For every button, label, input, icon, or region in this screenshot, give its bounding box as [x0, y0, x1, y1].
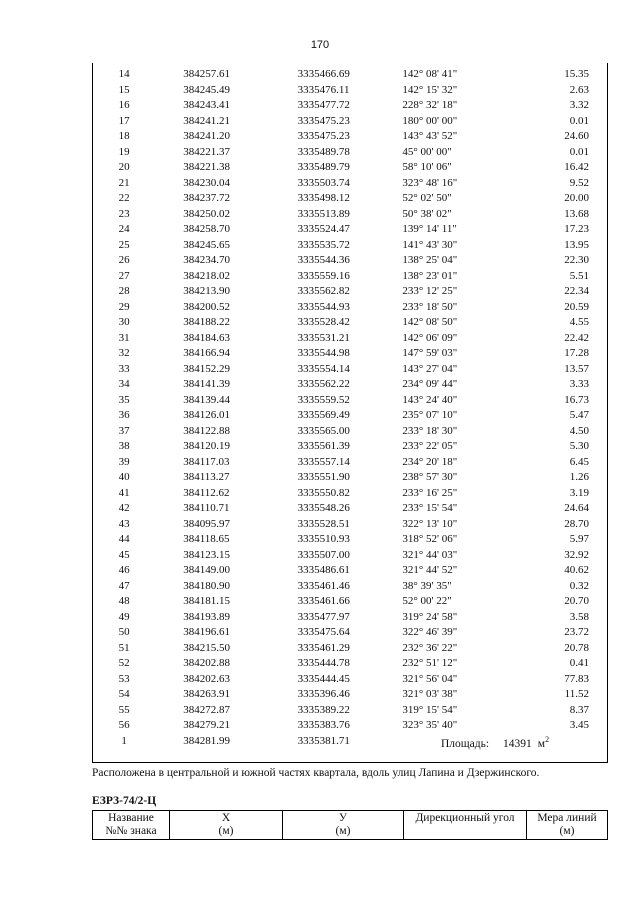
y-coordinate: 3335475.64 [297, 626, 350, 638]
bearing-angle: 143° 27' 04" [402, 362, 458, 375]
line-length: 23.72 [564, 626, 589, 638]
x-coordinate: 384202.88 [183, 657, 230, 669]
line-length: 0.32 [569, 579, 589, 592]
y-coordinate: 3335461.29 [297, 641, 350, 654]
y-coordinate: 3335544.36 [297, 254, 350, 266]
x-coordinate: 384245.65 [183, 238, 230, 251]
point-number: 27 [118, 269, 130, 282]
line-length: 2.63 [569, 83, 589, 96]
point-number: 24 [118, 223, 130, 235]
point-number: 48 [118, 595, 130, 607]
area-unit: м [537, 737, 546, 750]
area-line [441, 735, 549, 750]
point-number: 50 [118, 626, 130, 638]
point-number: 35 [118, 393, 130, 406]
table-row [93, 238, 607, 254]
point-number: 51 [118, 641, 130, 654]
x-coordinate: 384281.99 [183, 734, 230, 747]
x-coordinate: 384152.29 [183, 362, 230, 375]
table-row [93, 176, 607, 192]
y-coordinate: 3335489.78 [297, 145, 350, 158]
y-coordinate: 3335466.69 [297, 68, 350, 80]
header-cell-x: Х (м) [170, 811, 283, 840]
line-length: 24.64 [564, 502, 589, 514]
y-coordinate: 3335528.42 [297, 316, 350, 328]
line-length: 22.34 [564, 285, 589, 297]
location-text: Расположена в центральной и южной частях квартала, вдоль улиц Лапина и Дзержинского. [92, 767, 540, 779]
y-coordinate: 3335550.82 [297, 486, 350, 499]
coordinates-frame [92, 63, 608, 763]
x-coordinate: 384272.87 [183, 703, 230, 716]
table-row [93, 346, 607, 362]
table-row [93, 532, 607, 548]
y-coordinate: 3335548.26 [297, 502, 350, 514]
table-row [93, 377, 607, 393]
bearing-angle: 52° 02' 50" [402, 192, 452, 204]
bearing-angle: 233° 16' 25" [402, 486, 458, 499]
line-length: 13.68 [564, 207, 589, 220]
line-length: 20.59 [564, 300, 589, 313]
bearing-angle: 233° 12' 25" [402, 285, 458, 297]
x-coordinate: 384188.22 [183, 316, 230, 328]
table-row [93, 114, 607, 130]
x-coordinate: 384196.61 [183, 626, 230, 638]
bearing-angle: 323° 48' 16" [402, 176, 458, 189]
y-coordinate: 3335562.82 [297, 285, 350, 297]
point-number: 29 [118, 300, 130, 313]
point-number: 32 [118, 347, 130, 359]
line-length: 3.45 [569, 719, 589, 731]
y-coordinate: 3335475.23 [297, 130, 350, 142]
x-coordinate: 384141.39 [183, 378, 230, 390]
line-length: 13.95 [564, 238, 589, 251]
table-row [93, 408, 607, 424]
table-row [93, 98, 607, 114]
bearing-angle: 52° 00' 22" [402, 595, 452, 607]
x-coordinate: 384117.03 [183, 455, 230, 468]
point-number: 45 [118, 548, 130, 561]
table-row [93, 67, 607, 83]
point-number: 47 [118, 579, 130, 592]
line-length: 1.26 [569, 471, 589, 483]
point-number: 30 [118, 316, 130, 328]
bearing-angle: 322° 13' 10" [402, 517, 458, 530]
line-length: 28.70 [564, 517, 589, 530]
x-coordinate: 384263.91 [183, 688, 230, 700]
bearing-angle: 321° 44' 03" [402, 548, 458, 561]
y-coordinate: 3335476.11 [297, 83, 350, 96]
bearing-angle: 233° 18' 50" [402, 300, 458, 313]
bearing-angle: 232° 51' 12" [402, 657, 458, 669]
bearing-angle: 228° 32' 18" [402, 99, 458, 111]
y-coordinate: 3335444.45 [297, 672, 350, 685]
bearing-angle: 233° 15' 54" [402, 502, 458, 514]
bearing-angle: 321° 03' 38" [402, 688, 458, 700]
line-length: 15.35 [564, 68, 589, 80]
y-coordinate: 3335551.90 [297, 471, 350, 483]
section-title: ЕЗРЗ-74/2-Ц [92, 795, 157, 807]
x-coordinate: 384184.63 [183, 331, 230, 344]
x-coordinate: 384237.72 [183, 192, 230, 204]
line-length: 20.78 [564, 641, 589, 654]
line-length: 5.97 [569, 533, 589, 545]
y-coordinate: 3335396.46 [297, 688, 350, 700]
x-coordinate: 384241.21 [183, 114, 230, 127]
table-row [93, 191, 607, 207]
x-coordinate: 384221.38 [183, 161, 230, 173]
y-coordinate: 3335559.52 [297, 393, 350, 406]
x-coordinate: 384113.27 [183, 471, 230, 483]
bearing-angle: 142° 08' 50" [402, 316, 458, 328]
y-coordinate: 3335557.14 [297, 455, 350, 468]
bearing-angle: 319° 24' 58" [402, 610, 458, 623]
y-coordinate: 3335477.97 [297, 610, 350, 623]
header-cell-name: Название №№ знака [93, 811, 170, 840]
x-coordinate: 384181.15 [183, 595, 230, 607]
x-coordinate: 384279.21 [183, 719, 230, 731]
line-length: 0.01 [569, 145, 589, 158]
y-coordinate: 3335528.51 [297, 517, 350, 530]
point-number: 26 [118, 254, 130, 266]
table-row [93, 129, 607, 145]
line-length: 3.19 [569, 486, 589, 499]
area-value: 14391 [503, 737, 532, 750]
point-number: 56 [118, 719, 130, 731]
point-number: 28 [118, 285, 130, 297]
bearing-angle: 147° 59' 03" [402, 347, 458, 359]
point-number: 52 [118, 657, 130, 669]
area-unit-power: 2 [545, 735, 550, 744]
next-table-header [92, 810, 608, 840]
bearing-angle: 321° 44' 52" [402, 564, 458, 576]
point-number: 15 [118, 83, 130, 96]
line-length: 4.55 [569, 316, 589, 328]
x-coordinate: 384234.70 [183, 254, 230, 266]
line-length: 6.45 [569, 455, 589, 468]
point-number: 54 [118, 688, 130, 700]
point-number: 40 [118, 471, 130, 483]
x-coordinate: 384221.37 [183, 145, 230, 158]
bearing-angle: 50° 38' 02" [402, 207, 452, 220]
bearing-angle: 235° 07' 10" [402, 409, 458, 421]
table-row [93, 222, 607, 238]
point-number: 23 [118, 207, 130, 220]
x-coordinate: 384258.70 [183, 223, 230, 235]
point-number: 34 [118, 378, 130, 390]
line-length: 22.42 [564, 331, 589, 344]
line-length: 17.23 [564, 223, 589, 235]
bearing-angle: 319° 15' 54" [402, 703, 458, 716]
table-row [93, 703, 607, 719]
x-coordinate: 384213.90 [183, 285, 230, 297]
table-row [93, 331, 607, 347]
y-coordinate: 3335389.22 [297, 703, 350, 716]
x-coordinate: 384250.02 [183, 207, 230, 220]
y-coordinate: 3335475.23 [297, 114, 350, 127]
line-length: 8.37 [569, 703, 589, 716]
area-label: Площадь: [441, 737, 490, 750]
bearing-angle: 45° 00' 00" [402, 145, 452, 158]
x-coordinate: 384257.61 [183, 68, 230, 80]
y-coordinate: 3335486.61 [297, 564, 350, 576]
x-coordinate: 384202.63 [183, 672, 230, 685]
bearing-angle: 234° 20' 18" [402, 455, 458, 468]
line-length: 20.00 [564, 192, 589, 204]
point-number: 16 [118, 99, 130, 111]
line-length: 22.30 [564, 254, 589, 266]
table-row [93, 439, 607, 455]
bearing-angle: 142° 08' 41" [402, 68, 458, 80]
bearing-angle: 142° 06' 09" [402, 331, 458, 344]
point-number: 33 [118, 362, 130, 375]
line-length: 24.60 [564, 130, 589, 142]
x-coordinate: 384180.90 [183, 579, 230, 592]
header-cell-length: Мера линий (м) [527, 811, 608, 840]
x-coordinate: 384243.41 [183, 99, 230, 111]
header-cell-angle: Дирекционный угол [404, 811, 527, 840]
point-number: 36 [118, 409, 130, 421]
line-length: 20.70 [564, 595, 589, 607]
line-length: 16.42 [564, 161, 589, 173]
point-number: 55 [118, 703, 130, 716]
coordinates-table [93, 67, 607, 749]
point-number: 14 [118, 68, 130, 80]
y-coordinate: 3335569.49 [297, 409, 350, 421]
line-length: 11.52 [564, 688, 589, 700]
table-row [93, 362, 607, 378]
x-coordinate: 384112.62 [183, 486, 230, 499]
x-coordinate: 384218.02 [183, 269, 230, 282]
y-coordinate: 3335562.22 [297, 378, 350, 390]
y-coordinate: 3335513.89 [297, 207, 350, 220]
x-coordinate: 384120.19 [183, 440, 230, 452]
y-coordinate: 3335554.14 [297, 362, 350, 375]
table-row [93, 424, 607, 440]
x-coordinate: 384110.71 [183, 502, 230, 514]
x-coordinate: 384241.20 [183, 130, 230, 142]
y-coordinate: 3335461.46 [297, 579, 350, 592]
table-row [93, 253, 607, 269]
point-number: 20 [118, 161, 130, 173]
bearing-angle: 58° 10' 06" [402, 161, 452, 173]
x-coordinate: 384139.44 [183, 393, 230, 406]
table-row [93, 641, 607, 657]
table-row [93, 563, 607, 579]
point-number: 19 [118, 145, 130, 158]
x-coordinate: 384215.50 [183, 641, 230, 654]
table-row [93, 517, 607, 533]
bearing-angle: 322° 46' 39" [402, 626, 458, 638]
y-coordinate: 3335561.39 [297, 440, 350, 452]
table-row [93, 207, 607, 223]
point-number: 39 [118, 455, 130, 468]
table-row [93, 470, 607, 486]
bearing-angle: 38° 39' 35" [402, 579, 452, 592]
line-length: 17.28 [564, 347, 589, 359]
table-row [93, 393, 607, 409]
point-number: 46 [118, 564, 130, 576]
line-length: 0.41 [569, 657, 589, 669]
table-row [93, 160, 607, 176]
bearing-angle: 323° 35' 40" [402, 719, 458, 731]
bearing-angle: 143° 43' 52" [402, 130, 458, 142]
bearing-angle: 142° 15' 32" [402, 83, 458, 96]
line-length: 5.51 [569, 269, 589, 282]
y-coordinate: 3335535.72 [297, 238, 350, 251]
y-coordinate: 3335544.93 [297, 300, 350, 313]
x-coordinate: 384095.97 [183, 517, 230, 530]
x-coordinate: 384118.65 [183, 533, 230, 545]
y-coordinate: 3335489.79 [297, 161, 350, 173]
y-coordinate: 3335559.16 [297, 269, 350, 282]
table-row [93, 656, 607, 672]
table-row [93, 284, 607, 300]
line-length: 4.50 [569, 424, 589, 437]
table-row [93, 594, 607, 610]
point-number: 44 [118, 533, 130, 545]
point-number: 42 [118, 502, 130, 514]
table-row [93, 687, 607, 703]
y-coordinate: 3335383.76 [297, 719, 350, 731]
x-coordinate: 384166.94 [183, 347, 230, 359]
x-coordinate: 384149.00 [183, 564, 230, 576]
table-row [93, 718, 607, 734]
line-length: 77.83 [564, 672, 589, 685]
line-length: 32.92 [564, 548, 589, 561]
table-row [93, 672, 607, 688]
bearing-angle: 238° 57' 30" [402, 471, 458, 483]
point-number: 25 [118, 238, 130, 251]
bearing-angle: 138° 25' 04" [402, 254, 458, 266]
x-coordinate: 384122.88 [183, 424, 230, 437]
y-coordinate: 3335461.66 [297, 595, 350, 607]
x-coordinate: 384123.15 [183, 548, 230, 561]
y-coordinate: 3335565.00 [297, 424, 350, 437]
table-row [93, 548, 607, 564]
bearing-angle: 139° 14' 11" [402, 223, 457, 235]
line-length: 13.57 [564, 362, 589, 375]
table-row [93, 83, 607, 99]
point-number: 53 [118, 672, 130, 685]
y-coordinate: 3335531.21 [297, 331, 350, 344]
point-number: 17 [118, 114, 130, 127]
bearing-angle: 233° 18' 30" [402, 424, 458, 437]
point-number: 43 [118, 517, 130, 530]
point-number: 37 [118, 424, 130, 437]
y-coordinate: 3335503.74 [297, 176, 350, 189]
bearing-angle: 233° 22' 05" [402, 440, 458, 452]
y-coordinate: 3335498.12 [297, 192, 350, 204]
point-number: 49 [118, 610, 130, 623]
line-length: 9.52 [569, 176, 589, 189]
line-length: 5.47 [569, 409, 589, 421]
point-number: 31 [118, 331, 130, 344]
bearing-angle: 180° 00' 00" [402, 114, 458, 127]
line-length: 5.30 [569, 440, 589, 452]
y-coordinate: 3335444.78 [297, 657, 350, 669]
y-coordinate: 3335477.72 [297, 99, 350, 111]
x-coordinate: 384230.04 [183, 176, 230, 189]
y-coordinate: 3335544.98 [297, 347, 350, 359]
point-number: 18 [118, 130, 130, 142]
bearing-angle: 321° 56' 04" [402, 672, 458, 685]
point-number: 21 [118, 176, 130, 189]
table-row [93, 315, 607, 331]
point-number: 41 [118, 486, 130, 499]
table-row [93, 610, 607, 626]
bearing-angle: 232° 36' 22" [402, 641, 458, 654]
x-coordinate: 384200.52 [183, 300, 230, 313]
y-coordinate: 3335510.93 [297, 533, 350, 545]
table-row [93, 501, 607, 517]
y-coordinate: 3335524.47 [297, 223, 350, 235]
bearing-angle: 234° 09' 44" [402, 378, 458, 390]
header-cell-y: У (м) [283, 811, 404, 840]
bearing-angle: 138° 23' 01" [402, 269, 458, 282]
table-row [93, 145, 607, 161]
y-coordinate: 3335381.71 [297, 734, 350, 747]
line-length: 3.32 [569, 99, 589, 111]
table-row [93, 579, 607, 595]
table-row [93, 455, 607, 471]
line-length: 3.58 [569, 610, 589, 623]
bearing-angle: 141° 43' 30" [402, 238, 458, 251]
table-row [93, 269, 607, 285]
bearing-angle: 143° 24' 40" [402, 393, 458, 406]
bearing-angle: 318° 52' 06" [402, 533, 458, 545]
x-coordinate: 384245.49 [183, 83, 230, 96]
point-number: 38 [118, 440, 130, 452]
line-length: 3.33 [569, 378, 589, 390]
x-coordinate: 384193.89 [183, 610, 230, 623]
line-length: 40.62 [564, 564, 589, 576]
point-number: 22 [118, 192, 130, 204]
point-number: 1 [121, 734, 127, 747]
line-length: 0.01 [569, 114, 589, 127]
y-coordinate: 3335507.00 [297, 548, 350, 561]
line-length: 16.73 [564, 393, 589, 406]
table-row [93, 300, 607, 316]
table-row [93, 625, 607, 641]
table-row [93, 486, 607, 502]
page-number: 170 [310, 39, 330, 51]
x-coordinate: 384126.01 [183, 409, 230, 421]
